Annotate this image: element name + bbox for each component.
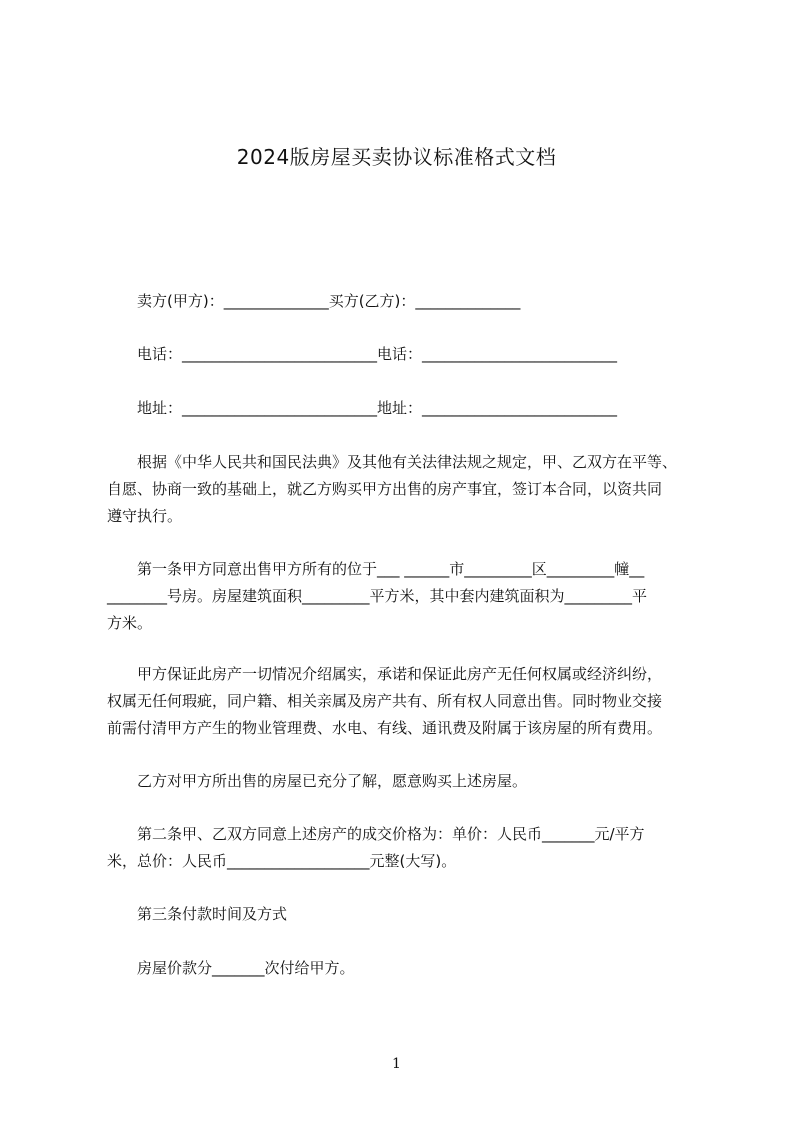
article-2-line-1: 第二条甲、乙双方同意上述房产的成交价格为：单价：人民币_______元/平方 [137, 825, 645, 843]
preamble-line-3: 遵守执行。 [107, 507, 183, 525]
article-1-line-2: ________号房。房屋建筑面积_________平方米，其中套内建筑面积为_________平 [107, 587, 648, 605]
buyer-acknowledgement-line: 乙方对甲方所出售的房屋已充分了解，愿意购买上述房屋。 [137, 772, 528, 790]
address-line: 地址：__________________________地址：__________________________ [137, 399, 618, 417]
preamble-line-1: 根据《中华人民共和国民法典》及其他有关法律法规之规定，甲、乙双方在平等、 [137, 453, 678, 471]
article-3-heading: 第三条付款时间及方式 [137, 905, 288, 923]
warranty-line-1: 甲方保证此房产一切情况介绍属实，承诺和保证此房产无任何权属或经济纠纷， [137, 665, 663, 683]
article-2-line-2: 米，总价：人民币___________________元整(大写)。 [107, 852, 457, 870]
article-1-line-3: 方米。 [107, 614, 153, 632]
seller-buyer-line: 卖方(甲方)：______________买方(乙方)：______________ [137, 292, 521, 310]
preamble-line-2: 自愿、协商一致的基础上，就乙方购买甲方出售的房产事宜，签订本合同，以资共同 [107, 480, 663, 498]
page-title: 2024版房屋买卖协议标准格式文档 [236, 145, 557, 169]
page-number: 1 [392, 1056, 401, 1072]
warranty-line-2: 权属无任何瑕疵，同户籍、相关亲属及房产共有、所有权人同意出售。同时物业交接 [107, 692, 663, 710]
article-1-line-1: 第一条甲方同意出售甲方所有的位于___ ______市_________区_________幢__ [137, 560, 645, 578]
warranty-line-3: 前需付清甲方产生的物业管理费、水电、有线、通讯费及附属于该房屋的所有费用。 [107, 719, 663, 737]
payment-installments-line: 房屋价款分_______次付给甲方。 [137, 959, 355, 977]
phone-line: 电话：__________________________电话：__________________________ [137, 345, 618, 363]
